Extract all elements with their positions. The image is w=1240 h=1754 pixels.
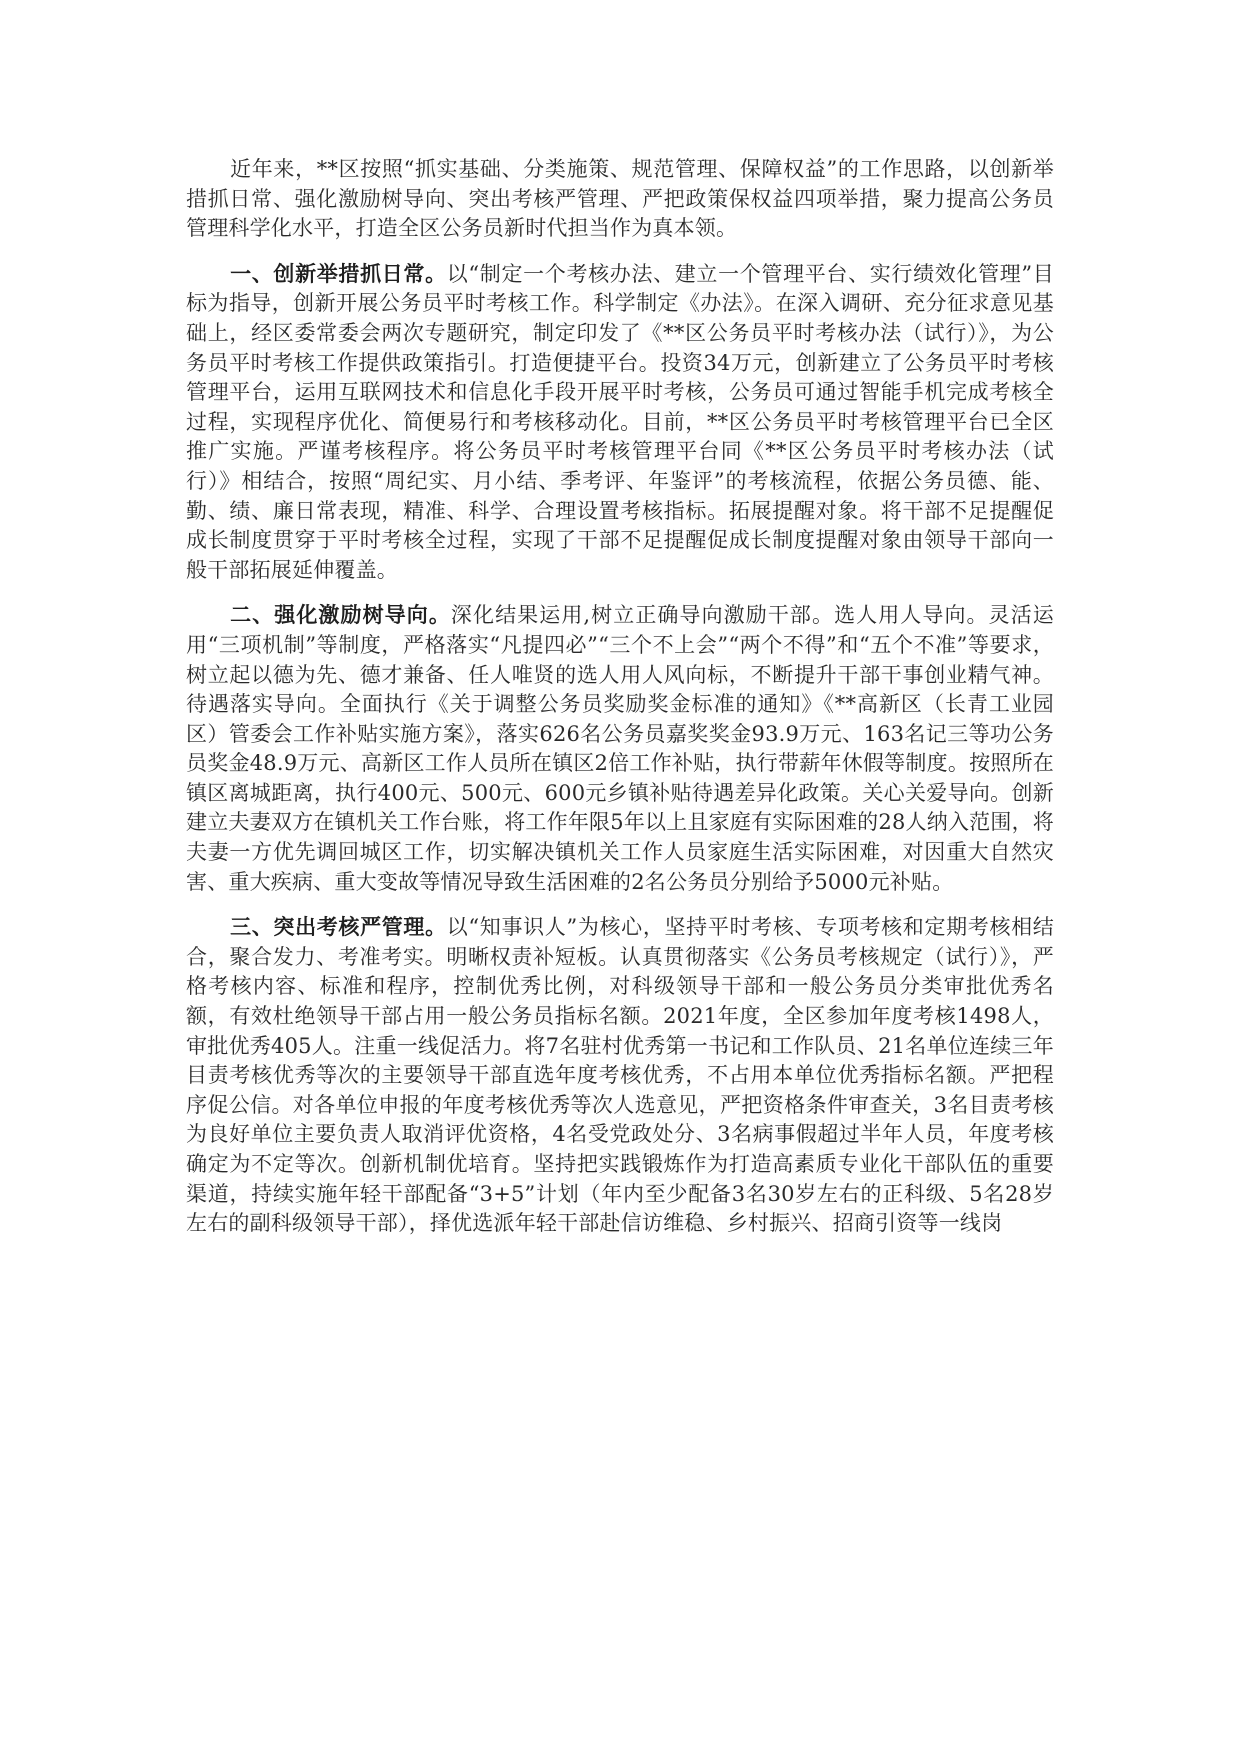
- section-1-body: 以“制定一个考核办法、建立一个管理平台、实行绩效化管理”目标为指导，创新开展公务员平时考核工作。科学制定《办法》。在深入调研、充分征求意见基础上，经区委常委会两次专题研究，制定印发了《**区公务员平时考核办法（试行）》，为公务员平时考核工作提供政策指引。打造便捷平台。投资34万元，创新建立了公务员平时考核管理平台，运用互联网技术和信息化手段开展平时考核，公务员可通过智能手机完成考核全过程，实现程序优化、简便易行和考核移动化。目前，**区公务员平时考核管理平台已全区推广实施。严谨考核程序。将公务员平时考核管理平台同《**区公务员平时考核办法（试行）》相结合，按照“周纪实、月小结、季考评、年鉴评”的考核流程，依据公务员德、能、勤、绩、廉日常表现，精准、科学、合理设置考核指标。拓展提醒对象。将干部不足提醒促成长制度贯穿于平时考核全过程，实现了干部不足提醒促成长制度提醒对象由领导干部向一般干部拓展延伸覆盖。: [186, 261, 1054, 582]
- section-3-heading: 三、突出考核严管理。: [230, 915, 447, 940]
- section-3-paragraph: [186, 913, 1054, 1239]
- section-2-body: 深化结果运用,树立正确导向激励干部。选人用人导向。灵活运用“三项机制”等制度，严格落实“凡提四必”“三个不上会”“两个不得”和“五个不准”等要求，树立起以德为先、德才兼备、任人唯贤的选人用人风向标，不断提升干部干事创业精气神。待遇落实导向。全面执行《关于调整公务员奖励奖金标准的通知》《**高新区（长青工业园区）管委会工作补贴实施方案》，落实626名公务员嘉奖奖金93.9万元、163名记三等功公务员奖金48.9万元、高新区工作人员所在镇区2倍工作补贴，执行带薪年休假等制度。按照所在镇区离城距离，执行400元、500元、600元乡镇补贴待遇差异化政策。关心关爱导向。创新建立夫妻双方在镇机关工作台账，将工作年限5年以上且家庭有实际困难的28人纳入范围，将夫妻一方优先调回城区工作，切实解决镇机关工作人员家庭生活实际困难，对因重大自然灾害、重大疾病、重大变故等情况导致生活困难的2名公务员分别给予5000元补贴。: [186, 603, 1055, 894]
- section-1-heading: 一、创新举措抓日常。: [230, 261, 447, 286]
- section-2-paragraph: [186, 601, 1054, 897]
- section-3-body: 以“知事识人”为核心，坚持平时考核、专项考核和定期考核相结合，聚合发力、考准考实。明晰权责补短板。认真贯彻落实《公务员考核规定（试行）》，严格考核内容、标准和程序，控制优秀比例，对科级领导干部和一般公务员分类审批优秀名额，有效杜绝领导干部占用一般公务员指标名额。2021年度，全区参加年度考核1498人，审批优秀405人。注重一线促活力。将7名驻村优秀第一书记和工作队员、21名单位连续三年目责考核优秀等次的主要领导干部直选年度考核优秀，不占用本单位优秀指标名额。严把程序促公信。对各单位申报的年度考核优秀等次人选意见，严把资格条件审查关，3名目责考核为良好单位主要负责人取消评优资格，4名受党政处分、3名病事假超过半年人员，年度考核确定为不定等次。创新机制优培育。坚持把实践锻炼作为打造高素质专业化干部队伍的重要渠道，持续实施年轻干部配备“3+5”计划（年内至少配备3名30岁左右的正科级、5名28岁左右的副科级领导干部），择优选派年轻干部赴信访维稳、乡村振兴、招商引资等一线岗: [186, 915, 1054, 1236]
- document-page: [186, 155, 1054, 1255]
- section-2-heading: 二、强化激励树导向。: [230, 603, 451, 628]
- intro-paragraph: [186, 155, 1054, 244]
- section-1-paragraph: [186, 260, 1054, 586]
- paragraph-body: 近年来，**区按照“抓实基础、分类施策、规范管理、保障权益”的工作思路，以创新举措抓日常、强化激励树导向、突出考核严管理、严把政策保权益四项举措，聚力提高公务员管理科学化水平，打造全区公务员新时代担当作为真本领。: [186, 157, 1054, 241]
